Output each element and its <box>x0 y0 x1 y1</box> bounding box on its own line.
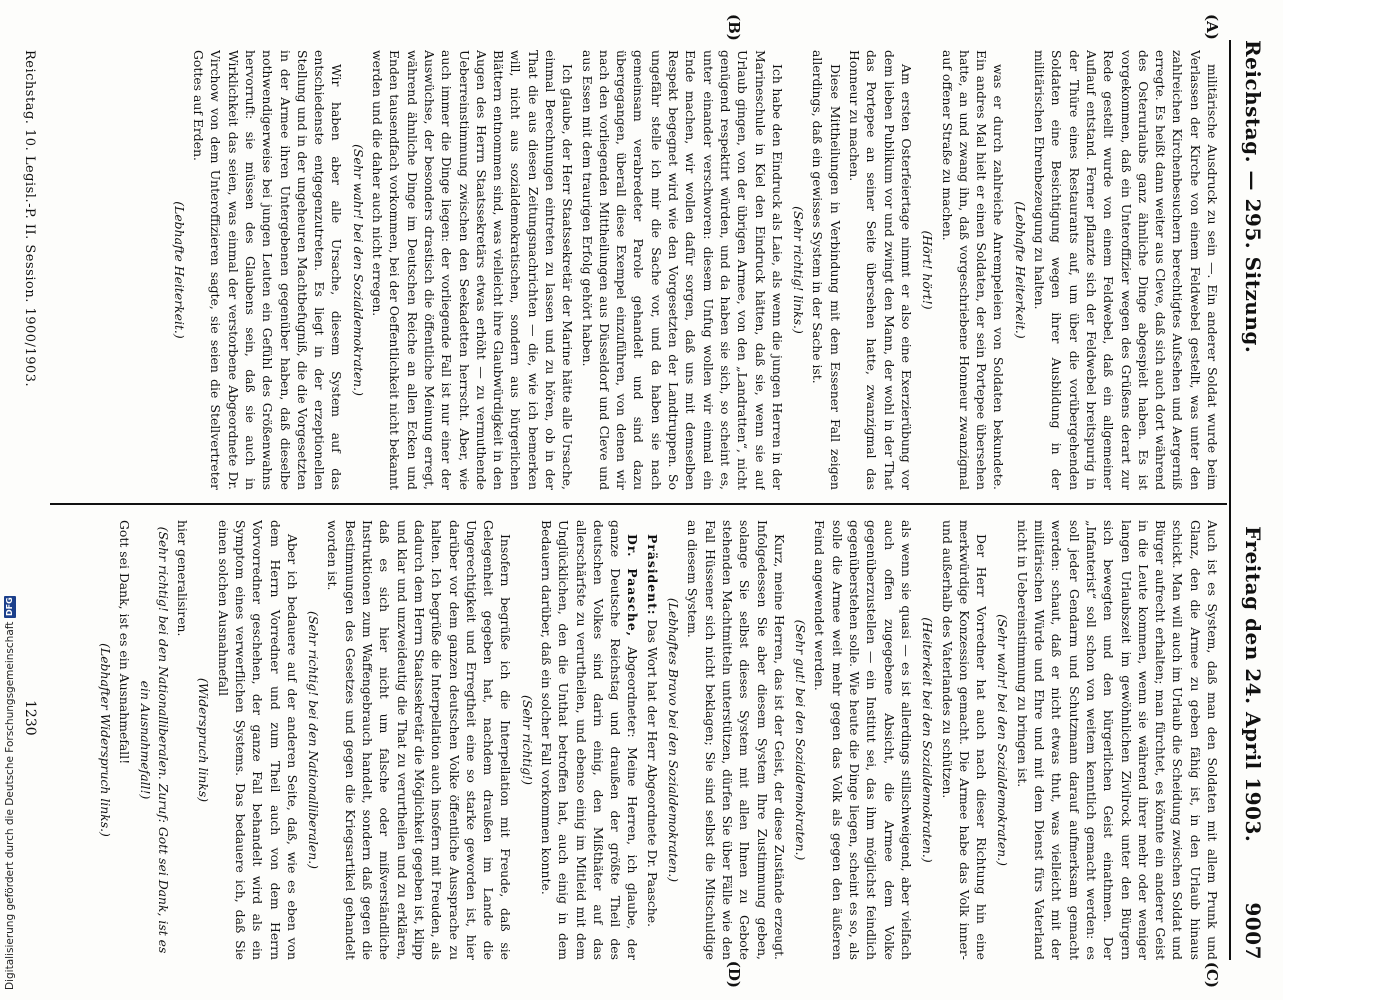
text-paragraph: als wenn sie quasi — es ist allerdings stillschweigend, aber vielfach auch offen zugegebene Absicht, die Armee dem Volke gegenüberzustellen — ein Institut sei, das ihm möglichst feindlich gegenüberstehen solle. Wie heute die Dinge liegen, scheint es so, als solle die Armee weit mehr gegen das Volk als gegen den äußeren Feind angewendet werden. <box>812 520 914 960</box>
text-paragraph: Diese Mittheilungen in Verbindung mit dem Essener Fall zeigen allerdings, daß ein gewisses System in der Sache ist. <box>810 50 843 490</box>
margin-marker-b: (B) <box>725 14 743 41</box>
interjection: (Sehr wahr! bei den Sozialdemokraten.) <box>350 144 366 396</box>
speaker-paragraph <box>538 520 642 960</box>
interjection: (Sehr gut! bei den Sozialdemokraten.) <box>793 619 809 861</box>
text-paragraph: Der Herr Vorredner hat auch nach dieser Richtung hin eine merkwürdige Konzession gemacht. Die Armee habe das Volk inner- und außerhalb des Vaterlandes zu schützen. <box>939 520 990 960</box>
text-paragraph: Insofern begrüße ich die Interpellation mit Freude, daß sie Gelegenheit gegeben hat, nachdem draußen im Lande die Ungerechtigkeit und Erregtheit eine so starke geworden ist, hier darüber vor dem ganzen deutschen Volke öffentliche Aussprache zu halten. Ich begrüße die Interpellation auch insofern mit Freuden, als dadurch dem Herrn Staatssekretär die Möglichkeit gegeben ist, klipp und klar und unzweideutig die That zu verurtheilen und zu erklären, daß es sich hier nicht um falsche oder mißverständliche Instruktionen zum Waffengebrauch handelt, sondern daß gegen die Bestimmungen des Gesetzes und gegen die Kriegsartikel gehandelt worden ist. <box>325 520 514 960</box>
text-paragraph: Ich habe den Eindruck als Laie, als wenn die jungen Herren in der Marineschule in Kiel den Eindruck hätten, daß sie, wenn sie auf Urlaub gingen, von der übrigen Armee, von den „Landratten“, nicht genügend respektirt würden, und da haben sie sich, so scheint es, unter einander verschworen: diesem Unfug wollen wir einmal ein Ende machen, wir wollen dafür sorgen, daß uns mit demselben Respekt begegnet wird wie den Vorgesetzten der Landtruppen. So ungefähr stelle ich mir die Sache vor, und da haben sie nach gemeinsam verabredeter Parole gehandelt und sind dazu übergegangen, überall diese Exempel einzuführen, von denen wir nach den vorliegenden Mittheilungen aus Düsseldorf und Cleve und aus Essen mit dem traurigen Erfolg gehört haben. <box>579 50 785 490</box>
interjection: (Lebhafter Widerspruch links.) <box>97 643 113 837</box>
interjection: (Sehr richtig! links.) <box>791 206 807 334</box>
header-date: Freitag den 24. April 1903. <box>1241 526 1265 843</box>
text-paragraph: was er durch zahlreiche Anrempeleien von Soldaten bekundete. Ein andres Mal hielt er einen Soldaten, der sein Portepee übersehen hatte, an und zwang ihn, daß vorgeschriebene Honneur zwanzigmal auf offener Straße zu machen. <box>939 50 1007 490</box>
column-divider <box>50 503 1227 505</box>
footer-page-number: 1230 <box>22 700 38 736</box>
right-text-column <box>60 520 1221 960</box>
text-paragraph: Ich glaube, der Herr Staatssekretär der Marine hätte alle Ursache, einmal Berechnungen eintreten zu lassen und zu hören, ob in der That die aus diesen Zeitungsnachrichten — die, wie ich bemerken will, nicht aus sozialdemokratischen, sondern aus bürgerlichen Blättern entnommen sind, was vielleicht ihre Glaubwürdigkeit in den Augen des Herrn Staatssekretärs etwas erhöht — zu vermuthende Ueberreinstimmung zwischen den Seekadetten herrscht. Aber, wie auch immer die Dinge liegen: der vorliegende Fall ist nur einer der Auswüchse, der besonders drastisch die öffentliche Meinung erregt, während ähnliche Dinge im Deutschen Reiche an allen Ecken und Enden tausendfach vorkommen, bei der Oeffentlichkeit nicht bekannt werden und die daher auch nicht erregen. <box>370 50 576 490</box>
text-paragraph: Gott sei Dank, ist es ein Ausnahmefall! <box>117 520 133 765</box>
speaker-text: Abgeordneter: Meine Herren, ich glaube, der ganze Deutsche Reichstag und draußen der größte Theil des deutschen Volkes sind darin einig, den Mißthäter auf das allerschärfste zu verurtheilen, und ebenso einig im Mitleid mit dem Unglücklichen, den die Unthat betroffen hat, auch einig in dem Bedauern darüber, daß ein solcher Fall vorkommen konnte. <box>539 520 641 960</box>
interjection: (Sehr richtig! bei den Nationalliberalen.) <box>306 611 322 869</box>
text-paragraph: Auch ist es System, daß man den Soldaten mit allem Prunk und Glanz, den die Armee zu geben fähig ist, in den Urlaub hinaus schickt. Man will auch im Urlaub die Scheidung zwischen Soldat und Bürger aufrecht erhalten; man fürchtet, es könnte ein anderer Geist in die Leute kommen, wenn sie während ihrer mehr oder weniger langen Urlaubszeit im gewöhnlichen Zivilrock unter den Bürgern sich bewegten und den bürgerlichen Geist einathmen. Der „Infanterist“ soll schon von weitem kenntlich gemacht werden: es soll jeder Gendarm und Schutzmann darauf aufmerksam gemacht werden: schaut, daß er nicht etwas thut, was vielleicht mit der militärischen Würde und Ehre und mit dem Dienst fürs Vaterland nicht in Uebereinstimmung zu bringen ist. <box>1014 520 1220 960</box>
margin-marker-c: (C) <box>1203 961 1221 988</box>
text-paragraph: Am ersten Osterfeiertage nimmt er also eine Exerzierübung vor dem lieben Publikum vor und zwingt den Mann, der wohl in der That das Portepee an seiner Seite übersehen hatte, zwanzigmal das Honneur zu machen. <box>847 50 914 490</box>
interjection: (Lebhafte Heiterkeit.) <box>1012 201 1028 339</box>
interjection: (Sehr richtig! bei den Nationalliberalen. Zuruf: Gott sei Dank, ist es ein Ausnahmefall!) <box>138 526 171 954</box>
digitization-text: Digitalisierung gefördert durch die Deutsche Forschungsgemeinschaft <box>4 621 16 990</box>
interjection: (Lebhaftes Bravo bei den Sozialdemokraten.) <box>666 597 682 883</box>
text-paragraph: militärische Ausdruck zu sein —. Ein anderer Soldat wurde beim Verlassen der Kirche von einem Feldwebel gestellt, was unter den zahlreichen Kirchenbesuchern berechtigtes Aufsehen und Aergerniß erregte. Es heißt dann weiter aus Cleve, daß sich auch dort während des Osterurlaubs ganz ähnliche Dinge abgespielt haben. Es ist vorgekommen, daß ein Unteroffizier wegen des Grüßens derart zur Rede gestellt wurde von einem Feldwebel, daß ein allgemeiner Auflauf entstand. Ferner pflanzte sich der Feldwebel breitspurig in der Thüre eines Restaurants auf, um über die vorübergehenden Soldaten eine Besichtigung wegen ihrer Ausbildung in der militärischen Ehrenbezeugung zu halten. <box>1032 50 1220 490</box>
header-title <box>1241 40 1265 526</box>
text-paragraph: Aber ich bedauere auf der anderen Seite, daß, wie es eben von dem Herrn Vorredner und zum Theil auch von dem Herrn Vorvorredner geschehen, der ganze Fall behandelt wird als ein Symptom eines verwerflichen Systems. Das bedauere ich, daß Sie einen solchen Ausnahmefall <box>215 520 300 960</box>
text-paragraph: Wir haben aber alle Ursache, diesem System auf das entschiedenste entgegenzutreten. Es liegt in der erzeptionellen Stellung und in der ungeheuren Machtbefugniß, die die Vorgesetzten in der Armee ihren Untergebenen gegenüber haben, daß dieselbe nothwendigerweise bei jungen Leuten ein Gefühl des Größenwahns hervorruft: sie müssen des Glaubens sein, daß sie auch in Wirklichkeit das seien, was einmal der verstorbene Abgeordnete Dr. Virchow von dem Unteroffizieren sagte, sie seien die Stellvertreter Gottes auf Erden. <box>191 50 345 490</box>
interjection: (Lebhafte Heiterkeit.) <box>171 201 187 339</box>
interjection: (Sehr richtig!) <box>519 695 535 785</box>
header-page-number: 9007 <box>1241 902 1265 960</box>
header-session: Reichstag. — 295. Sitzung. <box>1241 40 1265 354</box>
speaker-name: Präsident: <box>644 534 660 616</box>
header-rule <box>1229 40 1231 960</box>
left-text-column <box>60 50 1221 490</box>
interjection: (Sehr wahr! bei den Sozialdemokraten.) <box>995 614 1011 866</box>
margin-marker-d: (D) <box>725 960 743 988</box>
speaker-paragraph <box>644 520 661 960</box>
dfg-logo: DFG <box>5 597 14 616</box>
speaker-text: Das Wort hat der Herr Abgeordnete Dr. Paasche. <box>644 615 660 928</box>
speaker-name: Dr. Paasche, <box>625 534 641 638</box>
interjection: (Heiterkeit bei den Sozialdemokraten.) <box>920 617 936 863</box>
page-header <box>1233 40 1273 960</box>
interjection: (Widerspruch links) <box>196 677 212 803</box>
text-paragraph: Kurz, meine Herren, das ist der Geist, der diese Zustände erzeugt. Infolgedessen Sie aber diesem System Ihre Zustimmung geben, solange Sie selbst dieses System mit allen Ihnen zu Gebote stehenden Machtmitteln unterstützen, dürfen Sie über Fälle wie den Fall Hüssener sich nicht beklagen; Sie sind selbst die Mitschuldige an diesem System. <box>685 520 787 960</box>
digitization-note <box>4 596 16 990</box>
footer-source: Reichstag. 10. Legisl.-P. II. Session. 1900/1903. <box>22 50 37 388</box>
margin-marker-a: (A) <box>1203 14 1221 40</box>
text-paragraph: hier generalisiren. <box>175 520 191 637</box>
interjection: (Hört! hört!) <box>920 230 936 310</box>
